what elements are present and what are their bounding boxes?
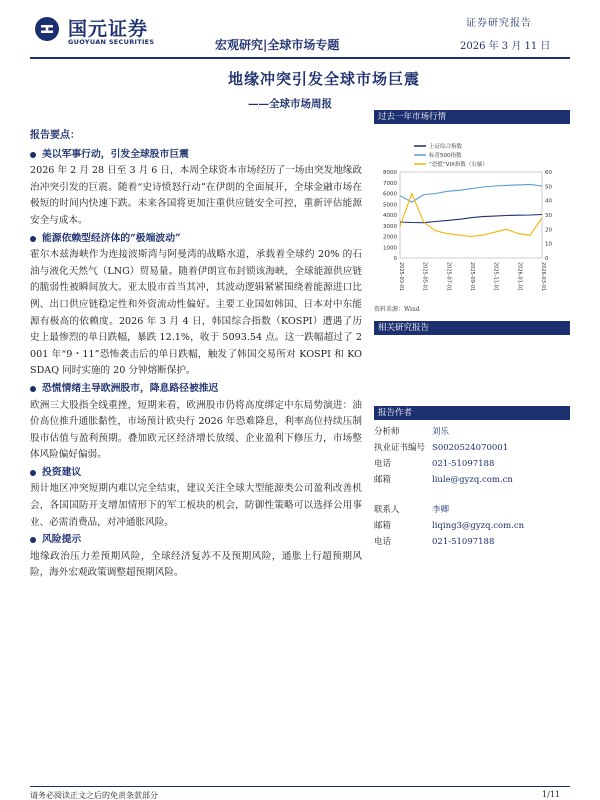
section-heading [30,465,362,482]
page-header [0,0,600,62]
x-tick-label: 2025-05-01 [421,262,428,292]
x-tick-label: 2026-03-01 [540,262,546,292]
analyst-email-link[interactable]: liule@gyzq.com.cn [432,475,513,485]
company-logo [34,14,184,50]
y-left-tick-label: 8000 [383,170,397,176]
section-heading [30,381,362,398]
y-left-tick-label: 3000 [383,223,397,230]
author-section [374,406,570,550]
section-heading-text: 能源依赖型经济体的“极端波动” [42,232,181,244]
x-tick-label: 2025-03-01 [398,262,404,292]
section-heading-text: 投资建议 [42,466,82,478]
bullet-dot-icon [30,386,36,392]
report-date: 2026 年 3 月 11 日 [460,41,551,52]
main-content [30,128,362,582]
section-heading [30,147,362,164]
analyst-label: 分析师 [374,427,400,437]
key-points-heading: 报告要点： [30,130,80,141]
logo-en-text: GUOYUAN SECURITIES [68,38,155,46]
analyst-value: S0020524070001 [432,443,509,453]
section-heading-text: 美以军事行动，引发全球股市巨震 [42,148,189,160]
market-chart-svg [374,124,570,302]
x-tick-label: 2026-01-01 [516,262,523,292]
sidebar [374,110,570,335]
analyst-row [374,424,570,440]
report-type: 证券研究报告 [466,18,532,29]
section-paragraph: 2026 年 2 月 28 日至 3 月 6 日，本周全球资本市场经历了一场由突发地缘政治冲突引发的巨震。随着“史诗愤怒行动”在伊朗的全面展开，全球金融市场在极短的时间内快速下跌。未来各国将更加注重供应链安全可控，重新评估能源安全与成本。 [30,165,362,226]
analyst-value: 021-51097188 [432,459,495,469]
section-heading-text: 风险提示 [42,534,82,546]
y-left-tick-label: 0 [393,256,397,262]
y-right-tick-label: 10 [545,241,552,248]
header-divider [30,57,570,59]
contact-row [374,534,570,550]
contact-label: 电话 [374,537,392,547]
logo-mark-icon [34,16,60,42]
bullet-dot-icon [30,470,36,476]
contact-row [374,502,570,518]
x-tick-label: 2025-11-01 [492,262,499,292]
bullet-dot-icon [30,236,36,242]
report-title: 地缘冲突引发全球市场巨震 [227,70,420,88]
y-right-tick-label: 20 [545,227,552,234]
contact-label: 邮箱 [374,521,392,531]
analyst-row [374,456,570,472]
y-right-tick-label: 40 [545,198,552,205]
disclaimer-note: 请务必阅读正文之后的免责条款部分 [30,791,158,800]
analyst-value: 刘乐 [432,427,450,437]
y-left-tick-label: 4000 [383,213,397,219]
y-right-tick-label: 30 [545,213,552,219]
analyst-row [374,440,570,456]
author-section-bar: 报告作者 [374,406,570,420]
x-tick-label: 2025-09-01 [469,262,475,292]
section-heading-text: 恐慌情绪主导欧洲股市，降息路径被推迟 [42,382,219,394]
section-paragraph: 欧洲三大股指全线重挫，短期来看，欧洲股市仍将高度绑定中东局势演进：油价高位推升通胀黏性，市场预计欧央行 2026 年恐难降息，利率高位持续压制股市估值与盈利预期。叠加欧元区经济增长放缓、企业盈利下修压力，市场整体风险偏好偏弱。 [30,399,362,461]
contact-value: 李卿 [432,505,450,515]
y-right-tick-label: 60 [545,170,552,176]
bullet-dot-icon [30,537,36,543]
contact-value: 021-51097188 [432,537,495,547]
y-right-tick-label: 50 [545,184,552,191]
y-left-tick-label: 6000 [383,191,397,198]
report-category: 宏观研究|全球市场专题 [215,38,340,52]
legend-label-2: “恐慌”VIX指数（右轴） [429,162,488,168]
analyst-label: 执业证书编号 [374,443,426,453]
footer-divider [30,786,570,787]
page-number: 1/11 [542,790,560,799]
contact-row [374,518,570,534]
section-paragraph: 地缘政治压力差预期风险，全球经济复苏不及预期风险，通胀上行超预期风险，海外宏观政策调整超预期风险。 [30,550,362,579]
market-chart [374,124,570,302]
section-heading [30,231,362,248]
series-line-1 [400,184,542,202]
analyst-row [374,472,570,488]
related-reports-bar: 相关研究报告 [374,321,570,335]
logo-cn-text: 国元证券 [68,18,149,40]
analyst-label: 电话 [374,459,392,469]
chart-source: 资料来源：Wind [374,306,420,313]
y-left-tick-label: 7000 [383,180,397,187]
y-left-tick-label: 2000 [383,234,397,241]
section-paragraph: 预计地区冲突短期内难以完全结束，建议关注全球大型能源类公司盈利改善机会，各国国防开支增加情形下的军工板块的机会，防御性策略可以选择公用事业、必需消费品，对冲通胀风险。 [30,483,362,528]
bullet-dot-icon [30,152,36,158]
contact-email-link[interactable]: liqing3@gyzq.com.cn [432,521,525,531]
legend-label-0: 上证综合指数 [429,144,463,150]
contact-label: 联系人 [374,505,400,515]
chart-section-bar: 过去一年市场行情 [374,110,570,124]
section-heading [30,532,362,549]
analyst-label: 邮箱 [374,475,392,485]
y-left-tick-label: 5000 [383,202,397,209]
y-left-tick-label: 1000 [383,245,397,252]
x-tick-label: 2025-07-01 [445,262,452,292]
legend-label-1: 标普500指数 [429,153,462,159]
report-subtitle: ——全球市场周报 [248,98,332,110]
y-right-tick-label: 0 [545,256,549,262]
section-paragraph: 霍尔木兹海峡作为连接波斯湾与阿曼湾的战略水道，承载着全球约 20% 的石油与液化天然气（LNG）贸易量。随着伊朗宣布封锁该海峡，全球能源供应链的脆弱性被瞬间放大。亚太股市首当其冲，其波动逻辑紧紧围绕着能源进口比例、出口供应链稳定性和外资流动性偏好。主要工业国如韩国、日本对中东能源有极高的依赖度。2026 年 3 月 4 日，韩国综合指数（KOSPI）遭遇了历史上最惨烈的单日跌幅，暴跌 12.1%，收于 5093.54 点。这一跌幅超过了 2001 年“9・11”恐怖袭击后的单日跌幅，触发了韩国交易所对 KOSPI 和 KOSDAQ 同时实施的 20 分钟熔断保护。 [30,249,362,377]
